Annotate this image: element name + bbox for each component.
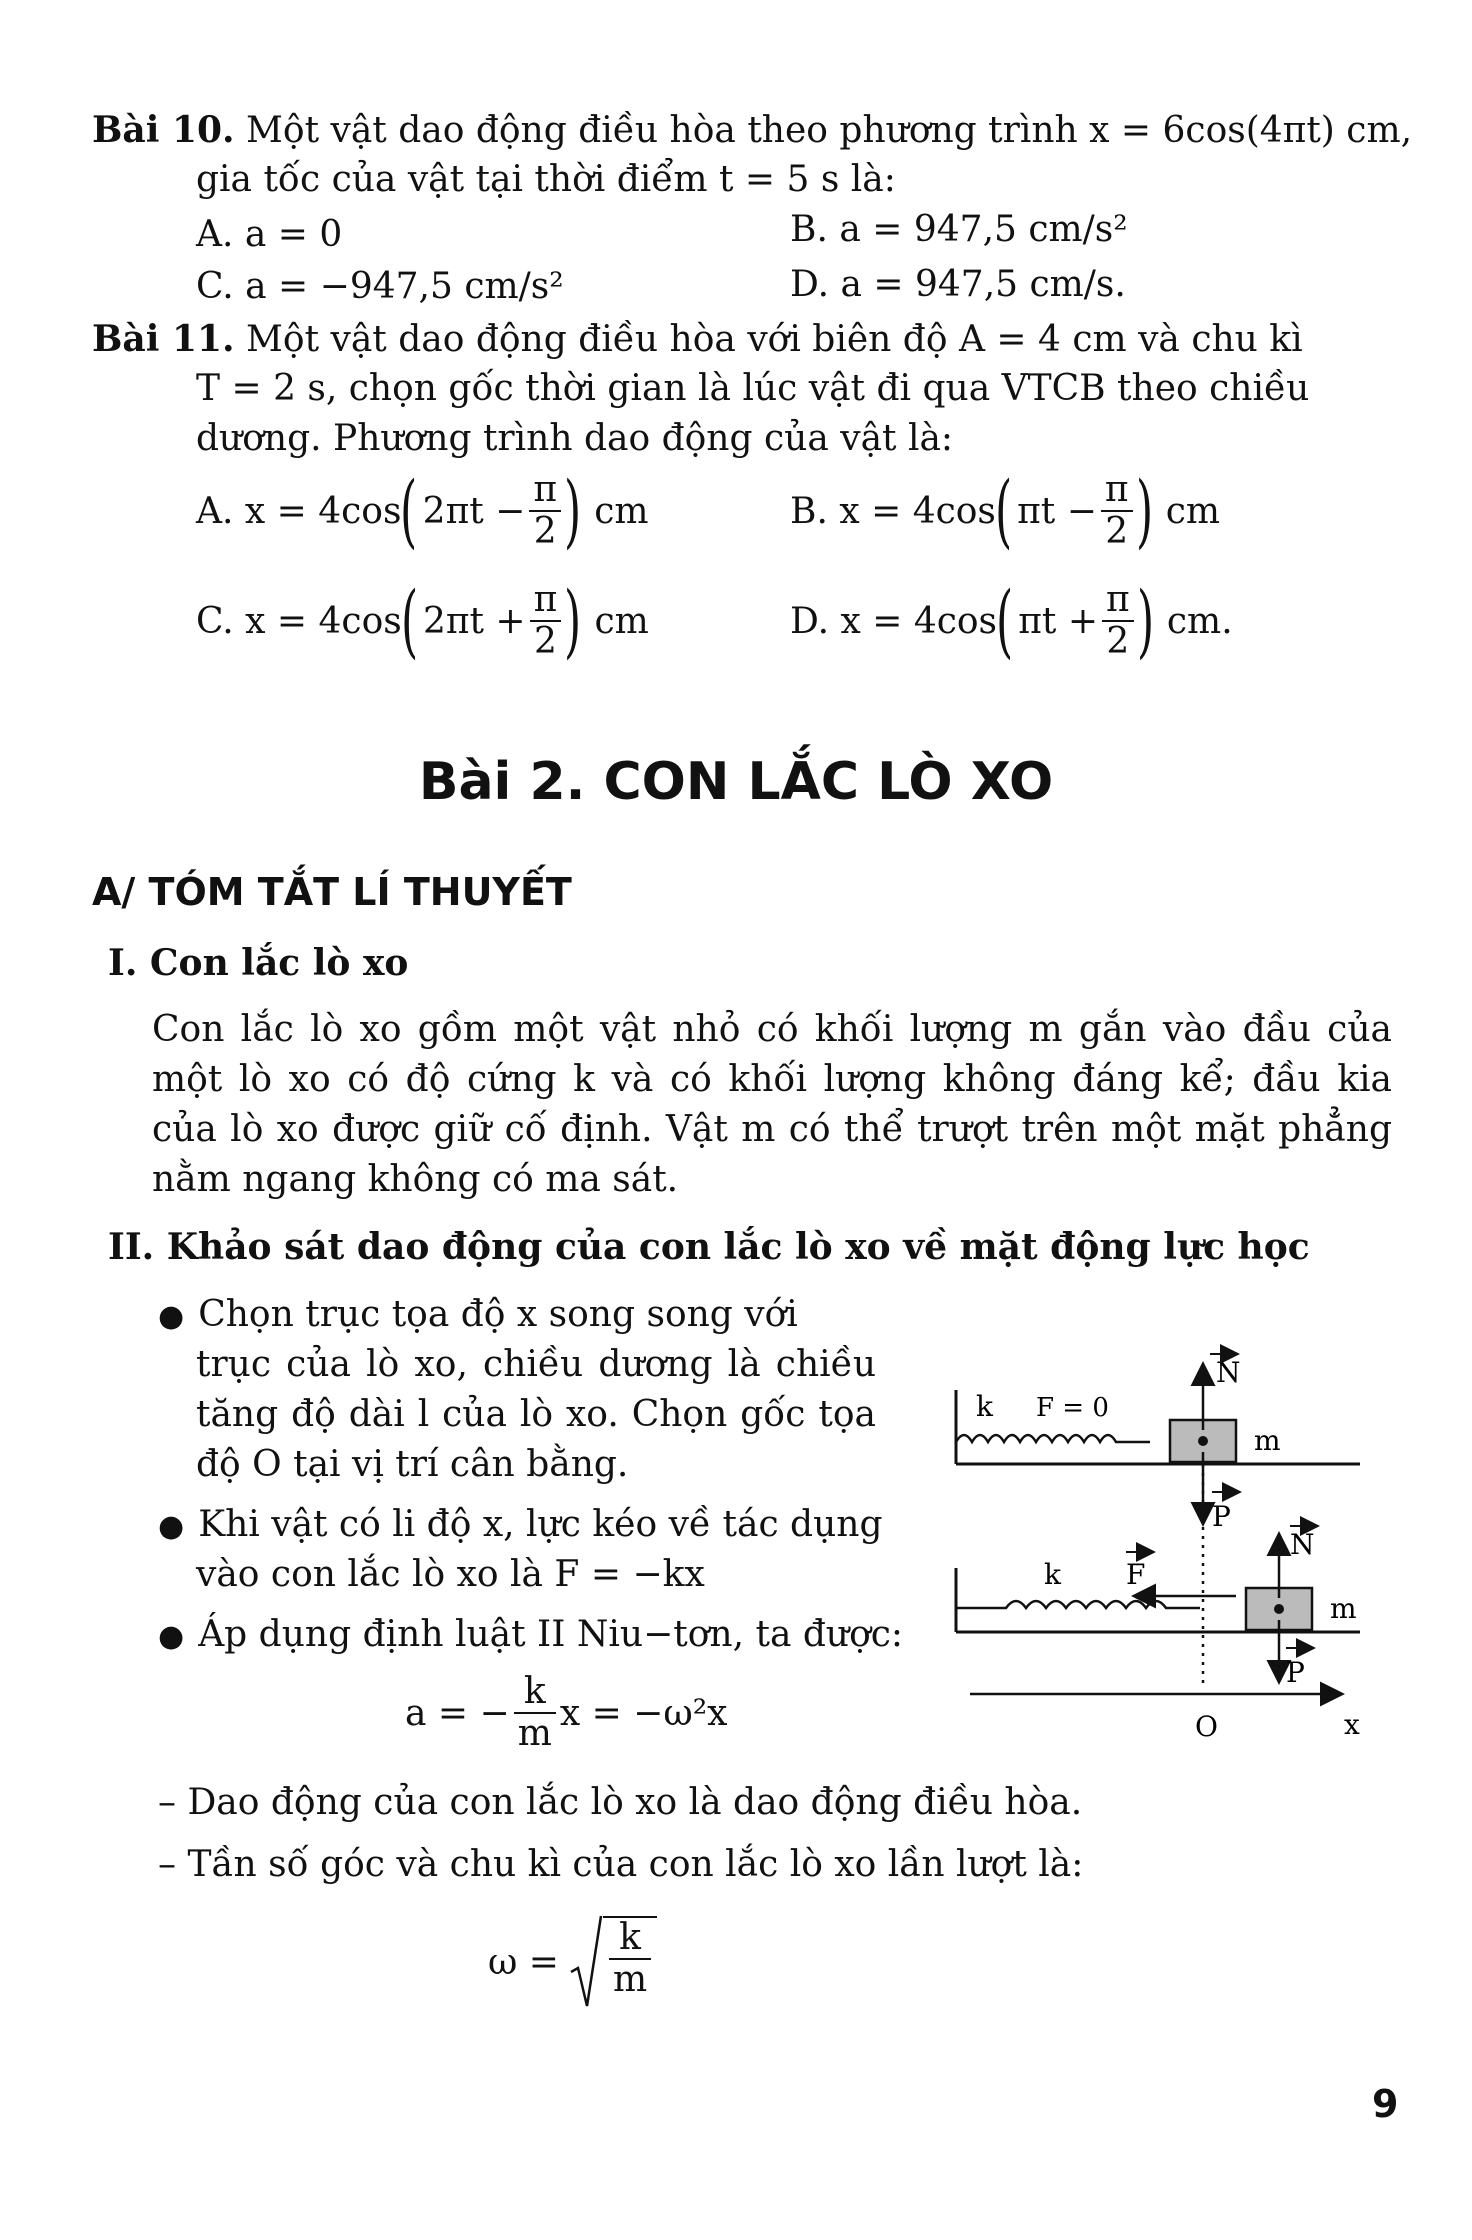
fraction-numerator: π: [1106, 579, 1130, 620]
option-a-argument: 2πt −: [422, 490, 526, 532]
zero-force-label: F = 0: [1036, 1393, 1109, 1423]
paragraph-line: của lò xo được giữ cố định. Vật m có thể trượt trên một mặt phẳng: [152, 1109, 1392, 1150]
right-paren: ): [1136, 574, 1154, 667]
fraction-numerator: π: [1104, 469, 1129, 510]
exercise-11-label: Bài 11.: [92, 318, 235, 360]
dash-line-2: – Tần số góc và chu kì của con lắc lò xo lần lượt là:: [158, 1844, 1084, 1885]
exercise-11-question-3: dương. Phương trình dao động của vật là:: [196, 418, 954, 459]
fraction-denominator: 2: [530, 620, 562, 662]
bullet-1-line-1: [158, 1290, 798, 1342]
fraction-numerator: π: [533, 469, 557, 510]
formula-suffix: x = −ω²x: [559, 1692, 728, 1734]
fraction-denominator: 2: [1102, 620, 1134, 662]
bullet-dot: ●: [158, 1299, 185, 1334]
exercise-10-option-a: A. a = 0: [196, 214, 343, 255]
option-a-prefix: A. x = 4cos: [196, 490, 402, 532]
left-paren: (: [994, 464, 1013, 557]
bullet-dot: ●: [158, 1619, 185, 1654]
mass-label-bottom: m: [1330, 1592, 1357, 1625]
fraction-denominator: 2: [1101, 510, 1133, 552]
weight-label-bottom: P: [1286, 1656, 1305, 1689]
normal-force-label-top: N: [1216, 1356, 1241, 1389]
exercise-11-option-c: [196, 574, 649, 667]
bullet-2-line-2: vào con lắc lò xo là F = −kx: [196, 1554, 705, 1595]
pi-over-2-fraction: [529, 470, 561, 552]
omega-formula: [488, 1912, 657, 2012]
spring-constant-label-bottom: k: [1044, 1558, 1061, 1591]
left-paren: (: [400, 464, 418, 557]
bullet-dot: ●: [158, 1509, 185, 1544]
equilibrium-setup: [956, 1354, 1360, 1533]
paragraph-line: một lò xo có độ cứng k và có khối lượng không đáng kể; đầu kia: [152, 1059, 1392, 1100]
spring-pendulum-diagram: [940, 1330, 1380, 1750]
bullet-line: độ O tại vị trí cân bằng.: [196, 1444, 629, 1485]
part-2-heading: II. Khảo sát dao động của con lắc lò xo về mặt động lực học: [108, 1226, 1310, 1268]
part-1-heading: I. Con lắc lò xo: [108, 942, 409, 984]
exercise-11-question-2: T = 2 s, chọn gốc thời gian là lúc vật đi qua VTCB theo chiều: [196, 368, 1310, 409]
bullet-text: Chọn trục tọa độ x song song với: [198, 1294, 798, 1335]
right-paren: ): [564, 574, 582, 667]
part-1-paragraph: [152, 1005, 1392, 1205]
exercise-11-option-d: [790, 574, 1233, 667]
bullet-line: tăng độ dài l của lò xo. Chọn gốc tọa: [196, 1394, 876, 1435]
center-of-mass-bottom: [1274, 1604, 1284, 1614]
option-d-argument: πt +: [1018, 600, 1098, 642]
exercise-11-line-1: [92, 314, 1303, 365]
fraction-numerator: k: [523, 1671, 546, 1712]
exercise-10-option-c: C. a = −947,5 cm/s²: [196, 266, 564, 307]
restoring-force-label: F: [1126, 1558, 1146, 1591]
option-c-unit: cm: [594, 600, 649, 642]
option-c-argument: 2πt +: [422, 600, 526, 642]
paragraph-line: Con lắc lò xo gồm một vật nhỏ có khối lượng m gắn vào đầu của: [152, 1009, 1392, 1050]
exercise-11-question-1: Một vật dao động điều hòa với biên độ A = 4 cm và chu kì: [246, 319, 1303, 360]
bullet-3: [158, 1610, 903, 1662]
origin-label: O: [1195, 1710, 1218, 1743]
normal-force-label-bottom: N: [1290, 1528, 1315, 1561]
right-paren: ): [564, 464, 582, 557]
dash-line-1: – Dao động của con lắc lò xo là dao động điều hòa.: [158, 1782, 1083, 1823]
spring-constant-label: k: [976, 1390, 993, 1423]
k-over-m-fraction: [609, 1918, 651, 2000]
option-d-unit: cm.: [1166, 600, 1233, 642]
option-b-argument: πt −: [1017, 490, 1097, 532]
fraction-numerator: k: [619, 1917, 641, 1958]
option-c-prefix: C. x = 4cos: [196, 600, 402, 642]
exercise-11-option-a: [196, 464, 649, 557]
k-over-m-fraction: [514, 1672, 556, 1754]
spring-bottom: [956, 1601, 1200, 1608]
exercise-10-option-d: D. a = 947,5 cm/s.: [790, 264, 1126, 305]
sqrt-sign-icon: [569, 1912, 603, 2012]
displaced-setup: [956, 1526, 1360, 1689]
exercise-10-question-1: Một vật dao động điều hòa theo phương trình x = 6cos(4πt) cm,: [246, 110, 1413, 151]
option-b-prefix: B. x = 4cos: [790, 490, 996, 532]
left-paren: (: [400, 574, 418, 667]
option-d-prefix: D. x = 4cos: [790, 600, 998, 642]
formula-prefix: ω =: [488, 1941, 559, 1983]
right-paren: ): [1135, 464, 1153, 557]
fraction-denominator: m: [609, 1958, 651, 2000]
exercise-10-line-1: [92, 105, 1412, 156]
formula-prefix: a = −: [405, 1692, 510, 1734]
pi-over-2-fraction: [1101, 470, 1133, 552]
lesson-title: Bài 2. CON LẮC LÒ XO: [418, 752, 1054, 812]
bullet-text: Áp dụng định luật II Niu−tơn, ta được:: [198, 1614, 904, 1655]
left-paren: (: [996, 574, 1014, 667]
bullet-text: Khi vật có li độ x, lực kéo về tác dụng: [198, 1504, 883, 1545]
bullet-1-continuation: [196, 1340, 876, 1490]
x-axis-label: x: [1344, 1708, 1360, 1741]
section-a-heading: A/ TÓM TẮT LÍ THUYẾT: [92, 870, 572, 914]
acceleration-formula: [405, 1672, 727, 1754]
exercise-10-label: Bài 10.: [92, 109, 235, 151]
fraction-denominator: 2: [529, 510, 561, 552]
option-b-unit: cm: [1165, 490, 1221, 532]
sqrt-radicand: [603, 1916, 657, 2000]
page-number: 9: [1372, 2082, 1399, 2126]
paragraph-line: nằm ngang không có ma sát.: [152, 1159, 679, 1200]
pi-over-2-fraction: [530, 580, 562, 662]
pi-over-2-fraction: [1102, 580, 1134, 662]
bullet-2-line-1: [158, 1500, 883, 1552]
exercise-10-question-2: gia tốc của vật tại thời điểm t = 5 s là:: [196, 159, 896, 200]
option-a-unit: cm: [594, 490, 649, 532]
exercise-11-option-b: [790, 464, 1221, 557]
fraction-numerator: π: [533, 579, 558, 620]
spring-top: [956, 1435, 1150, 1442]
weight-label-top: P: [1212, 1500, 1231, 1533]
bullet-line: trục của lò xo, chiều dương là chiều: [196, 1344, 876, 1385]
fraction-denominator: m: [514, 1712, 556, 1754]
mass-label-top: m: [1254, 1424, 1281, 1457]
exercise-10-option-b: B. a = 947,5 cm/s²: [790, 209, 1128, 250]
center-of-mass-top: [1198, 1436, 1208, 1446]
